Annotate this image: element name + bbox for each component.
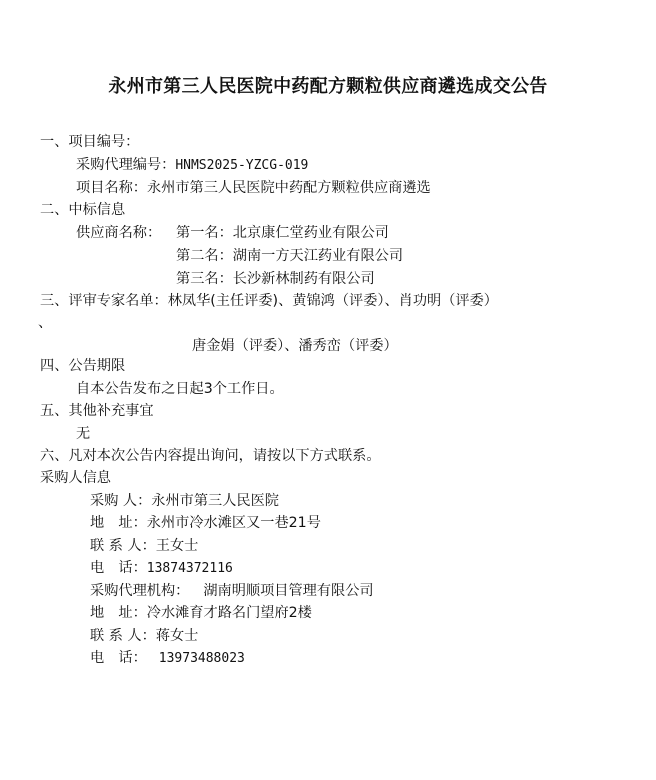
agency-name-row <box>90 582 374 600</box>
agency-contact-label: 联 系 人： <box>90 628 156 644</box>
document-title: 永州市第三人民医院中药配方颗粒供应商遴选成交公告 <box>108 76 548 97</box>
section-project-number-heading: 一、项目编号： <box>40 134 140 150</box>
expert-list-row <box>40 292 498 310</box>
agency-phone-row <box>90 649 245 668</box>
supplier-rank-1: 第一名：北京康仁堂药业有限公司 <box>176 225 389 241</box>
section-contact-heading: 六、凡对本次公告内容提出询问，请按以下方式联系。 <box>40 448 381 464</box>
buyer-name-row <box>90 492 279 510</box>
section-notice-period-heading: 四、公告期限 <box>40 358 126 374</box>
notice-period-text: 自本公告发布之日起3个工作日。 <box>76 381 284 397</box>
buyer-contact-row <box>90 537 198 555</box>
experts-line-2: 唐金娟（评委）、潘秀峦（评委） <box>192 338 398 354</box>
agency-code-value: HNMS2025-YZCG-019 <box>175 158 309 173</box>
buyer-phone-row <box>90 559 233 578</box>
buyer-phone-label: 电 话： <box>90 560 147 576</box>
agency-name: 湖南明顺项目管理有限公司 <box>203 583 374 599</box>
buyer-contact: 王女士 <box>155 538 199 554</box>
agency-address-label: 地 址： <box>90 605 147 621</box>
experts-wrap-mark: 、 <box>38 315 53 331</box>
buyer-address-label: 地 址： <box>90 515 147 531</box>
buyer-name: 永州市第三人民医院 <box>151 493 279 509</box>
experts-line-1: 林凤华(主任评委)、黄锦鸿（评委）、肖功明（评委） <box>167 293 498 309</box>
buyer-name-label: 采购 人： <box>90 493 152 509</box>
section-experts-heading: 三、评审专家名单： <box>40 293 168 309</box>
agency-address-row <box>90 604 312 622</box>
project-name-row <box>76 179 431 197</box>
agency-contact-row <box>90 627 198 645</box>
project-name-value: 永州市第三人民医院中药配方颗粒供应商遴选 <box>146 180 431 196</box>
agency-phone: 13973488023 <box>158 651 245 666</box>
buyer-contact-label: 联 系 人： <box>90 538 156 554</box>
supplier-rank-2: 第二名：湖南一方天江药业有限公司 <box>176 248 404 264</box>
buyer-address: 永州市冷水滩区又一巷21号 <box>146 515 321 531</box>
agency-phone-label: 电 话： <box>90 650 147 666</box>
buyer-phone: 13874372116 <box>146 561 233 576</box>
buyer-address-row <box>90 514 321 532</box>
section-winning-info-heading: 二、中标信息 <box>40 202 126 218</box>
agency-name-label: 采购代理机构： <box>90 583 190 599</box>
section-other-matters-heading: 五、其他补充事宜 <box>40 403 154 419</box>
supplier-label: 供应商名称： <box>76 225 162 241</box>
project-name-label: 项目名称： <box>76 180 147 196</box>
buyer-info-heading: 采购人信息 <box>40 470 111 486</box>
agency-code-row <box>76 156 308 175</box>
agency-code-label: 采购代理编号： <box>76 157 176 173</box>
agency-address: 冷水滩育才路名门望府2楼 <box>146 605 312 621</box>
agency-contact: 蒋女士 <box>155 628 199 644</box>
other-matters-text: 无 <box>76 426 91 442</box>
supplier-rank-3: 第三名：长沙新林制药有限公司 <box>176 271 375 287</box>
